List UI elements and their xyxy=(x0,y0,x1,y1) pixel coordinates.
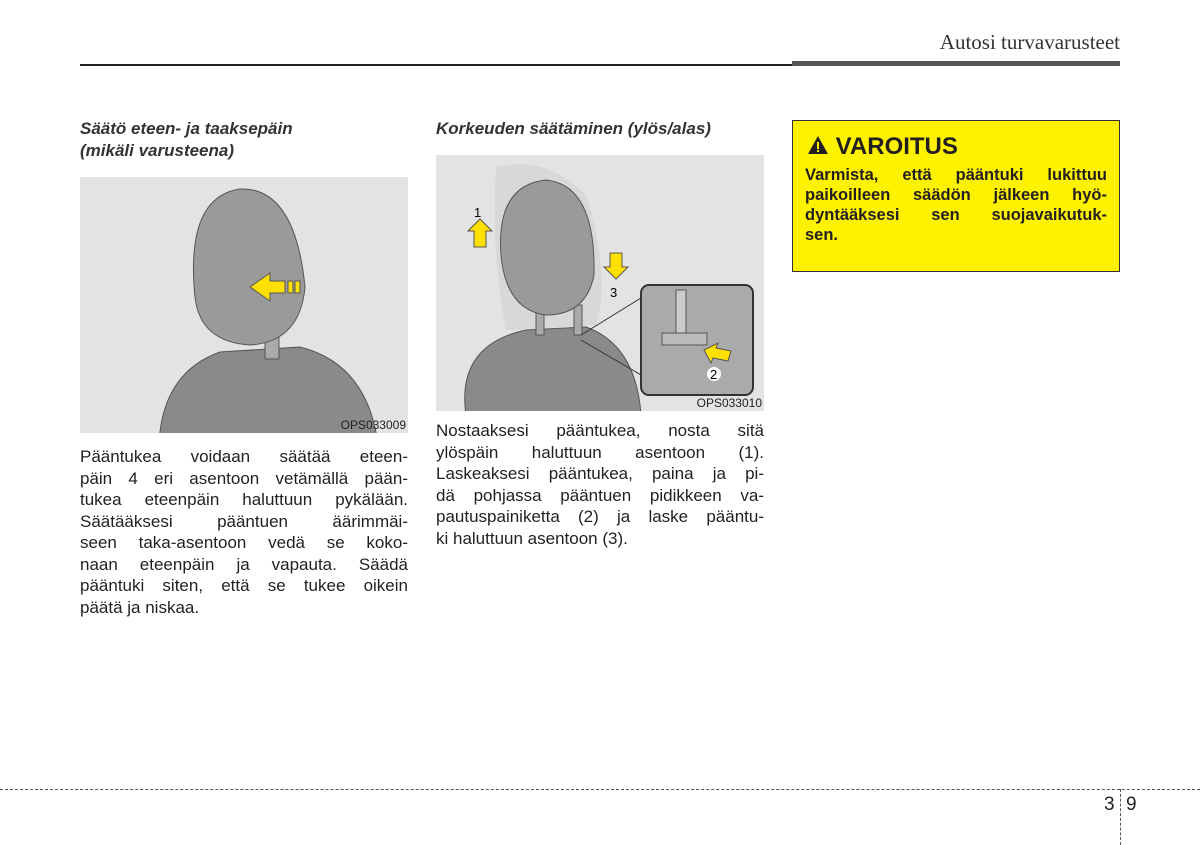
image-code: OPS033009 xyxy=(340,418,406,432)
text-line: naan eteenpäin ja vapauta. Säädä xyxy=(80,554,408,574)
left-heading xyxy=(80,118,293,162)
warning-title-text: VAROITUS xyxy=(835,133,958,160)
text-line: dä pohjassa pääntuen pidikkeen va- xyxy=(436,485,764,505)
warning-body xyxy=(805,165,1107,245)
text-line: dyntääksesi sen suojavaikutuk- xyxy=(805,206,1107,224)
left-paragraph xyxy=(80,446,408,618)
label-2: 2 xyxy=(710,367,718,382)
text-line: paikoilleen säädön jälkeen hyö- xyxy=(805,186,1107,204)
arrow-down-icon xyxy=(604,253,628,279)
footer-rule xyxy=(0,789,1200,790)
image-code: OPS033010 xyxy=(696,396,762,410)
middle-paragraph xyxy=(436,420,764,549)
header-rule-thick xyxy=(792,61,1120,66)
warning-box xyxy=(792,120,1120,272)
page-number: 9 xyxy=(1126,794,1137,815)
footer-divider xyxy=(1120,789,1121,845)
arrow-up-icon xyxy=(468,219,492,247)
text-line: Pääntukea voidaan säätää eteen- xyxy=(80,447,408,466)
header-rule xyxy=(80,64,792,66)
heading-line: Säätö eteen- ja taaksepäin xyxy=(80,119,293,138)
text-line: ylöspäin haluttuun asentoon (1). xyxy=(436,442,764,462)
text-line: päin 4 eri asentoon vetämällä pään- xyxy=(80,468,408,488)
middle-heading: Korkeuden säätäminen (ylös/alas) xyxy=(436,119,711,138)
text-line: Laskeaksesi pääntukea, paina ja pi- xyxy=(436,464,764,483)
text-line: sen. xyxy=(805,226,839,244)
label-1: 1 xyxy=(474,205,482,220)
text-line: ki haluttuun asentoon (3). xyxy=(436,528,628,548)
warning-title xyxy=(807,133,958,161)
text-line: Säätääksesi pääntuen äärimmäi- xyxy=(80,511,408,531)
text-line: päätä ja niskaa. xyxy=(80,597,200,617)
chapter-number: 3 xyxy=(1104,794,1115,815)
text-line: Nostaaksesi pääntukea, nosta sitä xyxy=(436,421,764,440)
text-line: pautuspainiketta (2) ja laske pääntu- xyxy=(436,507,764,526)
text-line: pääntuki siten, että se tukee oikein xyxy=(80,576,408,595)
heading-line: (mikäli varusteena) xyxy=(80,141,235,160)
text-line: tukea eteenpäin haluttuun pykälään. xyxy=(80,490,408,509)
text-line: Varmista, että pääntuki lukittuu xyxy=(805,166,1107,184)
headrest-height-illustration xyxy=(436,155,764,411)
section-header: Autosi turvavarusteet xyxy=(939,30,1120,54)
warning-triangle-icon xyxy=(807,135,829,155)
headrest-forward-illustration xyxy=(80,177,408,433)
label-3: 3 xyxy=(610,285,618,300)
text-line: seen taka-asentoon vedä se koko- xyxy=(80,533,408,552)
